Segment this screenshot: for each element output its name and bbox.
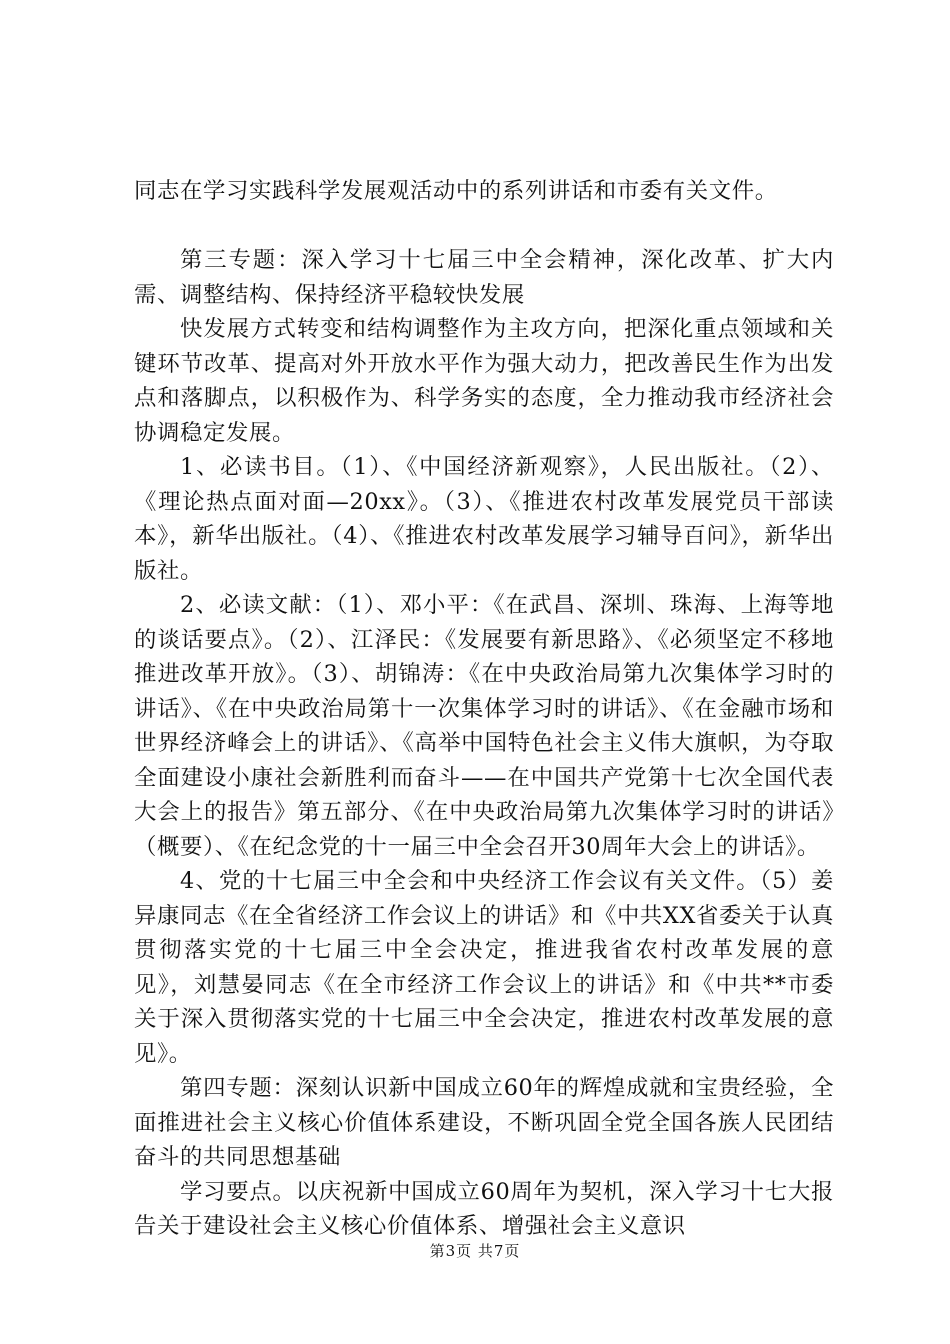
paragraph: 第三专题：深入学习十七届三中全会精神，深化改革、扩大内需、调整结构、保持经济平稳较快发展 [134, 247, 834, 308]
document-body [134, 174, 834, 1244]
paragraph: 1、必读书目。（1）、《中国经济新观察》，人民出版社。（2）、《理论热点面对面—20xx》。（3）、《推进农村改革发展党员干部读本》，新华出版社。（4）、《推进农村改革发展学习辅导百问》，新华出版社。 [134, 454, 834, 584]
paragraph: 4、党的十七届三中全会和中央经济工作会议有关文件。（5）姜异康同志《在全省经济工作会议上的讲话》和《中共XX省委关于认真贯彻落实党的十七届三中全会决定，推进我省农村改革发展的意见》，刘慧晏同志《在全市经济工作会议上的讲话》和《中共**市委关于深入贯彻落实党的十七届三中全会决定，推进农村改革发展的意见》。 [134, 868, 834, 1067]
page-footer: 第3页 共7页 [429, 1242, 521, 1260]
paragraph-spacer [134, 209, 834, 244]
paragraph: 第四专题：深刻认识新中国成立60年的辉煌成就和宝贵经验，全面推进社会主义核心价值体系建设，不断巩固全党全国各族人民团结奋斗的共同思想基础 [134, 1075, 834, 1170]
paragraph: 2、必读文献：（1）、邓小平：《在武昌、深圳、珠海、上海等地的谈话要点》。（2）、江泽民：《发展要有新思路》、《必须坚定不移地推进改革开放》。（3）、胡锦涛：《在中央政治局第九次集体学习时的讲话》、《在中央政治局第十一次集体学习时的讲话》、《在金融市场和世界经济峰会上的讲话》、《高举中国特色社会主义伟大旗帜，为夺取全面建设小康社会新胜利而奋斗——在中国共产党第十七次全国代表大会上的报告》第五部分、《在中央政治局第九次集体学习时的讲话》（概要）、《在纪念党的十一届三中全会召开30周年大会上的讲话》。 [134, 592, 834, 860]
paragraph: 快发展方式转变和结构调整作为主攻方向，把深化重点领域和关键环节改革、提高对外开放水平作为强大动力，把改善民生作为出发点和落脚点，以积极作为、科学务实的态度，全力推动我市经济社会协调稳定发展。 [134, 316, 834, 446]
paragraph: 学习要点。以庆祝新中国成立60周年为契机，深入学习十七大报告关于建设社会主义核心价值体系、增强社会主义意识 [134, 1178, 834, 1239]
paragraph: 同志在学习实践科学发展观活动中的系列讲话和市委有关文件。 [134, 178, 778, 204]
